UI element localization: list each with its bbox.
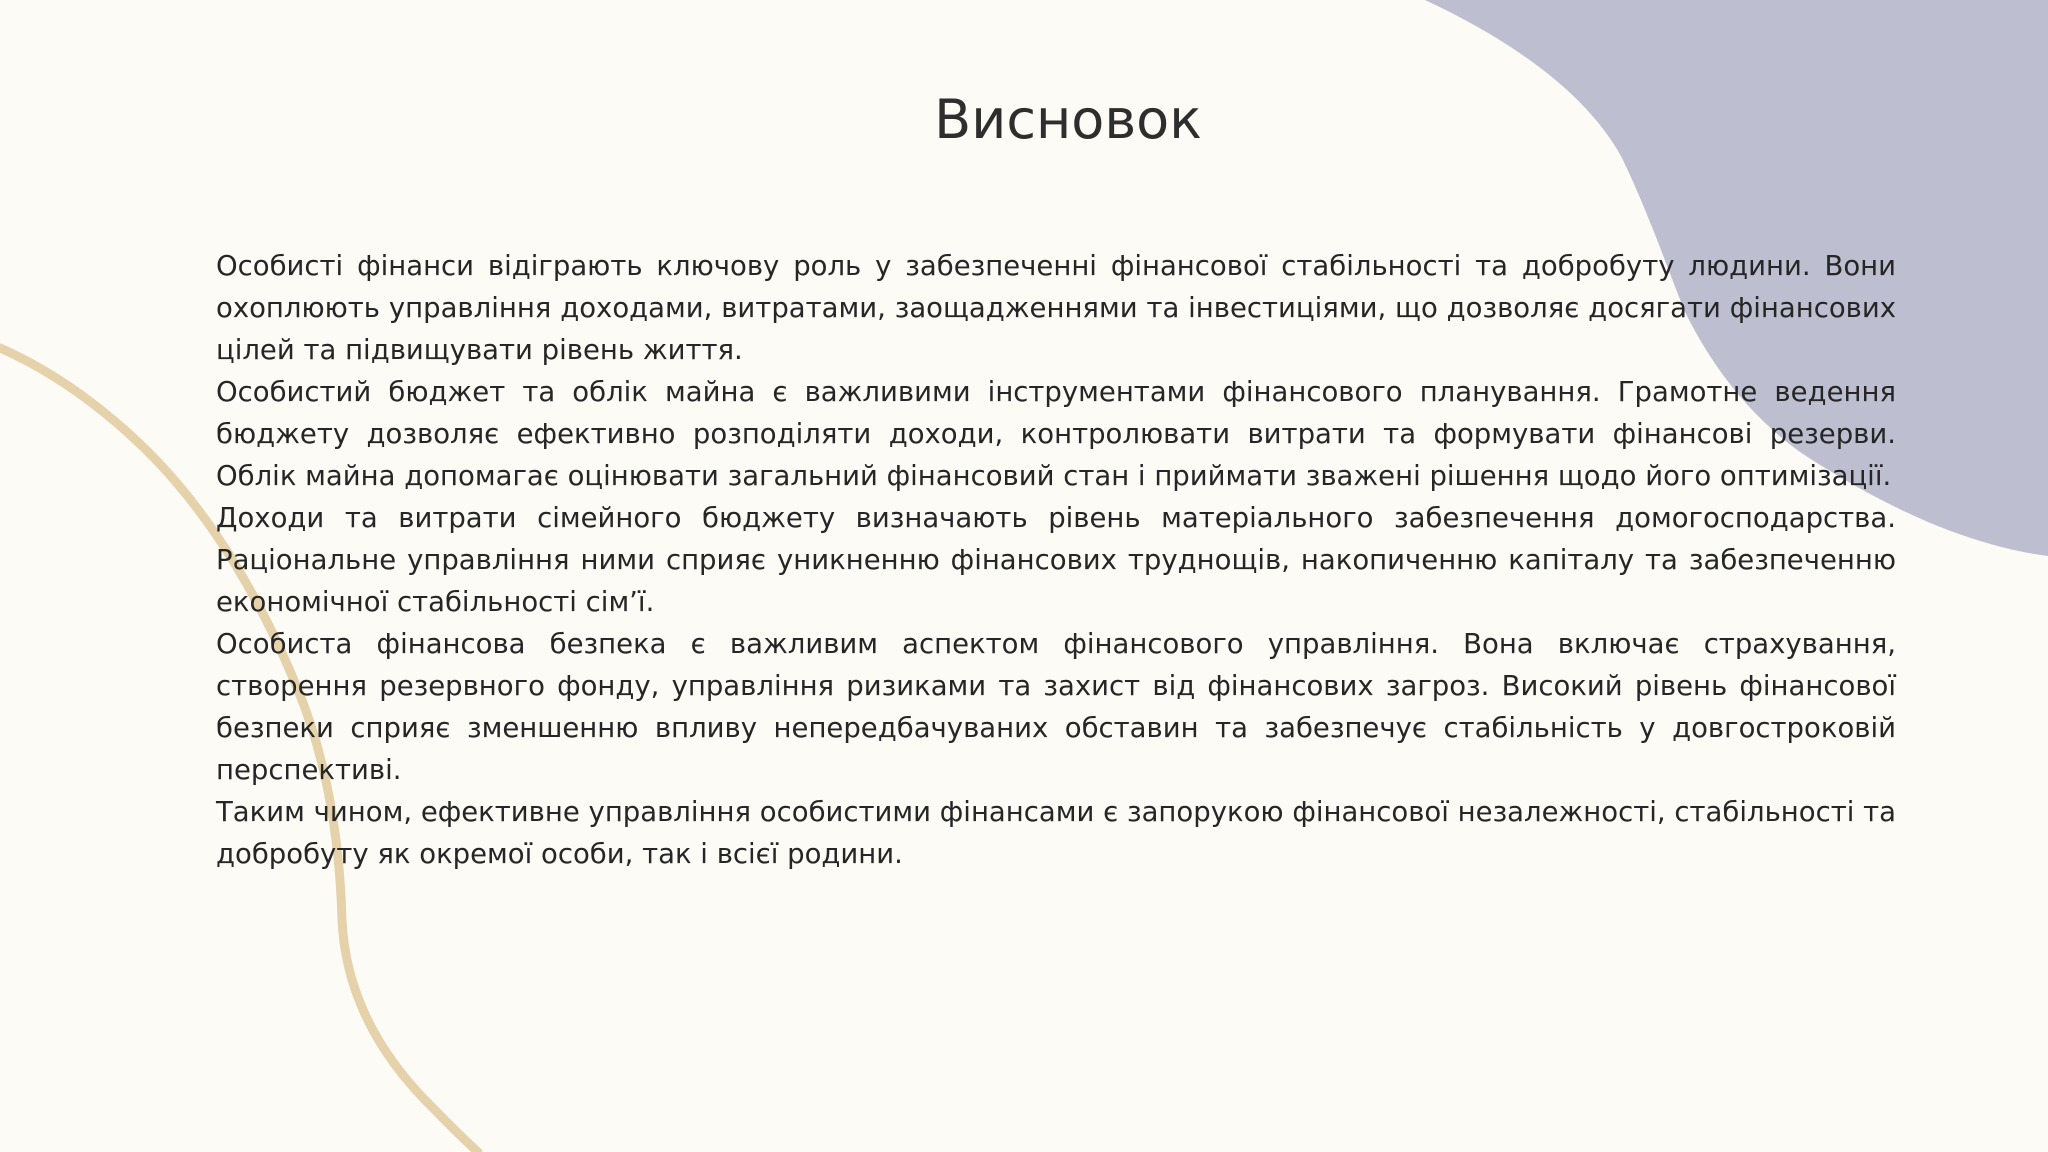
slide-title: Висновок: [934, 88, 1202, 151]
paragraph-personal-finance: Особисті фінанси відіграють ключову роль у забезпеченні фінансової стабільності та добробуту людини. Вони охоплюють управління доходами, витратами, заощадженнями та інвестиціями, що дозволяє досягати фінансових цілей та підвищувати рівень життя.: [216, 250, 1896, 366]
paragraph-financial-security: Особиста фінансова безпека є важливим аспектом фінансового управління. Вона включає страхування, створення резервного фонду, управління ризиками та захист від фінансових загроз. Високий рівень фінансової безпеки сприяє зменшенню впливу непередбачуваних обставин та забезпечує стабільність у довгостроковій перспективі.: [216, 628, 1896, 786]
paragraph-budget: Особистий бюджет та облік майна є важливими інструментами фінансового планування. Грамотне ведення бюджету дозволяє ефективно розподіляти доходи, контролювати витрати та формувати фінансові резерви. Облік майна допомагає оцінювати загальний фінансовий стан і приймати зважені рішення щодо його оптимізації.: [216, 376, 1896, 492]
conclusion-text: [216, 245, 1896, 875]
paragraph-income-expenses: Доходи та витрати сімейного бюджету визначають рівень матеріального забезпечення домогосподарства. Раціональне управління ними сприяє уникненню фінансових труднощів, накопиченню капіталу та забезпеченню економічної стабільності сім’ї.: [216, 502, 1896, 618]
paragraph-summary: Таким чином, ефективне управління особистими фінансами є запорукою фінансової незалежності, стабільності та добробуту як окремої особи, так і всієї родини.: [216, 796, 1896, 870]
